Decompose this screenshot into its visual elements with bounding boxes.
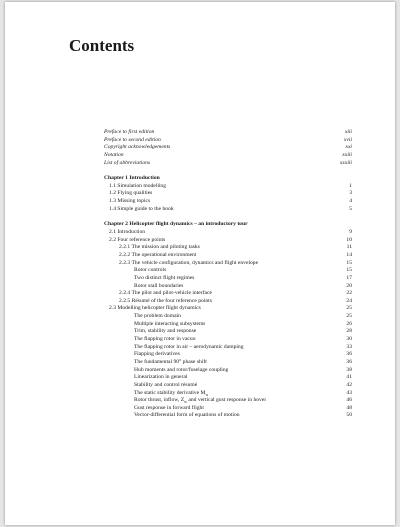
toc-entry-label: The fundamental 90° phase shift xyxy=(134,358,207,365)
toc-entry xyxy=(104,328,352,336)
page-number: 1 xyxy=(349,182,352,189)
toc-entry-label: 1.2 Flying qualities xyxy=(109,190,153,197)
page-number: xxxiii xyxy=(339,159,352,166)
page-number: 50 xyxy=(346,412,352,419)
toc-entry xyxy=(104,237,352,245)
toc-entry-label: The problem domain xyxy=(134,313,181,320)
page-number: 26 xyxy=(346,320,352,327)
page-number: 5 xyxy=(349,205,352,212)
toc-entry xyxy=(104,336,352,344)
entry-label-subscript: w xyxy=(205,392,209,397)
table-of-contents xyxy=(104,129,352,420)
page-number: 20 xyxy=(346,282,352,289)
toc-entry xyxy=(104,412,352,420)
page-number: 38 xyxy=(346,366,352,373)
toc-entry-label xyxy=(104,390,208,398)
page-number: 25 xyxy=(346,305,352,312)
front-matter-item-label: Notation xyxy=(104,151,124,158)
front-matter-item xyxy=(104,137,352,145)
toc-entry xyxy=(104,344,352,352)
page-number: 48 xyxy=(346,404,352,411)
toc-entry-label: Trim, stability and response xyxy=(134,328,197,335)
chapter-1-section xyxy=(104,175,352,213)
page-number: 9 xyxy=(349,229,352,236)
page-number: 24 xyxy=(346,297,352,304)
toc-entry-label: 2.2.4 The pilot and pilot-vehicle interface xyxy=(119,290,212,297)
page-number: 15 xyxy=(346,267,352,274)
toc-entry-label: Rotor controls xyxy=(134,267,167,274)
toc-entry xyxy=(104,321,352,329)
toc-entry xyxy=(104,305,352,313)
toc-entry xyxy=(104,190,352,198)
page-number: 14 xyxy=(346,251,352,258)
toc-entry-label: 2.3 Modelling helicopter flight dynamics xyxy=(109,305,201,312)
page-number: xxi xyxy=(345,144,352,151)
page-number: 10 xyxy=(346,236,352,243)
chapter-heading-label: Chapter 1 Introduction xyxy=(104,175,160,182)
chapter-2-section xyxy=(104,221,352,420)
toc-entry-label: 2.2 Four reference points xyxy=(109,236,166,243)
section-gap xyxy=(104,213,352,221)
chapter-heading-label: Chapter 2 Helicopter flight dynamics – an introductory tour xyxy=(104,221,248,228)
toc-entry xyxy=(104,206,352,214)
entry-label-text: Rotor thrust, inflow, Z xyxy=(134,397,185,404)
page-number: xvii xyxy=(343,136,352,143)
page-number: 33 xyxy=(346,343,352,350)
toc-entry-label: Flapping derivatives xyxy=(134,351,180,358)
page-number: 22 xyxy=(346,290,352,297)
front-matter-item-label: Copyright acknowledgements xyxy=(104,144,171,151)
front-matter-item-label: Preface to first edition xyxy=(104,129,155,135)
toc-entry-label: 2.2.2 The operational environment xyxy=(119,251,197,258)
toc-entry xyxy=(104,244,352,252)
toc-entry xyxy=(104,198,352,206)
front-matter-list xyxy=(104,129,352,167)
toc-entry-label: Vector-differential form of equations of motion xyxy=(134,412,240,419)
toc-entry-label: Linearization in general xyxy=(134,374,188,381)
page-number: 28 xyxy=(346,328,352,335)
page-number: 25 xyxy=(346,313,352,320)
page-number: xxiii xyxy=(342,151,352,158)
toc-entry xyxy=(104,260,352,268)
toc-entry xyxy=(104,183,352,191)
front-matter-item xyxy=(104,144,352,152)
toc-entry xyxy=(104,367,352,375)
toc-entry xyxy=(104,229,352,237)
toc-entry-label: The flapping rotor in air – aerodynamic damping xyxy=(134,343,244,350)
toc-entry xyxy=(104,290,352,298)
toc-entry-label: 1.4 Simple guide to the book xyxy=(109,205,174,212)
page-number: 36 xyxy=(346,358,352,365)
front-matter-item-label: List of abbreviations xyxy=(104,159,151,166)
page-number: 42 xyxy=(346,381,352,388)
toc-entry xyxy=(104,252,352,260)
entry-label-text: The static stability derivative M xyxy=(134,389,206,396)
toc-entry-label: Stability and control résumé xyxy=(134,381,198,388)
toc-entry xyxy=(104,390,352,398)
toc-entry xyxy=(104,405,352,413)
toc-entry xyxy=(104,397,352,405)
toc-entry-label: 1.1 Simulation modelling xyxy=(109,182,167,189)
page-number: 43 xyxy=(346,389,352,396)
chapter-heading xyxy=(104,221,352,229)
page-number: 3 xyxy=(349,190,352,197)
toc-entry xyxy=(104,359,352,367)
toc-entry xyxy=(104,374,352,382)
toc-entry xyxy=(104,275,352,283)
page-number: 15 xyxy=(346,259,352,266)
toc-entry xyxy=(104,267,352,275)
toc-entry-label: 2.2.1 The mission and piloting tasks xyxy=(119,244,200,251)
page-number: 41 xyxy=(346,374,352,381)
front-matter-item xyxy=(104,160,352,168)
page-title: Contents xyxy=(69,36,135,55)
document-page xyxy=(5,2,395,525)
toc-entry xyxy=(104,382,352,390)
front-matter-item xyxy=(104,152,352,160)
entry-label-subscript: w xyxy=(184,400,187,405)
toc-entry-label: 2.1 Introduction xyxy=(109,229,146,236)
toc-entry-label: 2.2.5 Résumé of the four reference points xyxy=(119,297,212,304)
toc-entry xyxy=(104,298,352,306)
page-number: 46 xyxy=(346,397,352,404)
section-gap xyxy=(104,167,352,175)
page-number: 4 xyxy=(349,198,352,205)
toc-entry-label: Hub moments and rotor/fuselage coupling xyxy=(134,366,229,373)
page-number: 11 xyxy=(346,244,352,251)
toc-entry-label: Gust response in forward flight xyxy=(134,404,204,411)
chapter-heading xyxy=(104,175,352,183)
page-number: 30 xyxy=(346,336,352,343)
page-number: xiii xyxy=(344,129,352,135)
toc-entry-label: Two distinct flight regimes xyxy=(134,274,195,281)
toc-entry-label: Rotor stall boundaries xyxy=(134,282,184,289)
toc-entry-label: 2.2.3 The vehicle configuration, dynamics and flight envelope xyxy=(119,259,259,266)
toc-entry-label: Multiple interacting subsystems xyxy=(134,320,206,327)
toc-entry-label: The flapping rotor in vacuo xyxy=(134,336,196,343)
page-number: 36 xyxy=(346,351,352,358)
toc-entry-label xyxy=(104,397,266,405)
page-number: 17 xyxy=(346,274,352,281)
front-matter-item xyxy=(104,129,352,137)
entry-label-text: and vertical gust response in hover xyxy=(186,397,267,404)
front-matter-item-label: Preface to second edition xyxy=(104,136,161,143)
toc-entry-label: 1.3 Missing topics xyxy=(109,198,151,205)
toc-entry xyxy=(104,283,352,291)
toc-entry xyxy=(104,313,352,321)
toc-entry xyxy=(104,351,352,359)
